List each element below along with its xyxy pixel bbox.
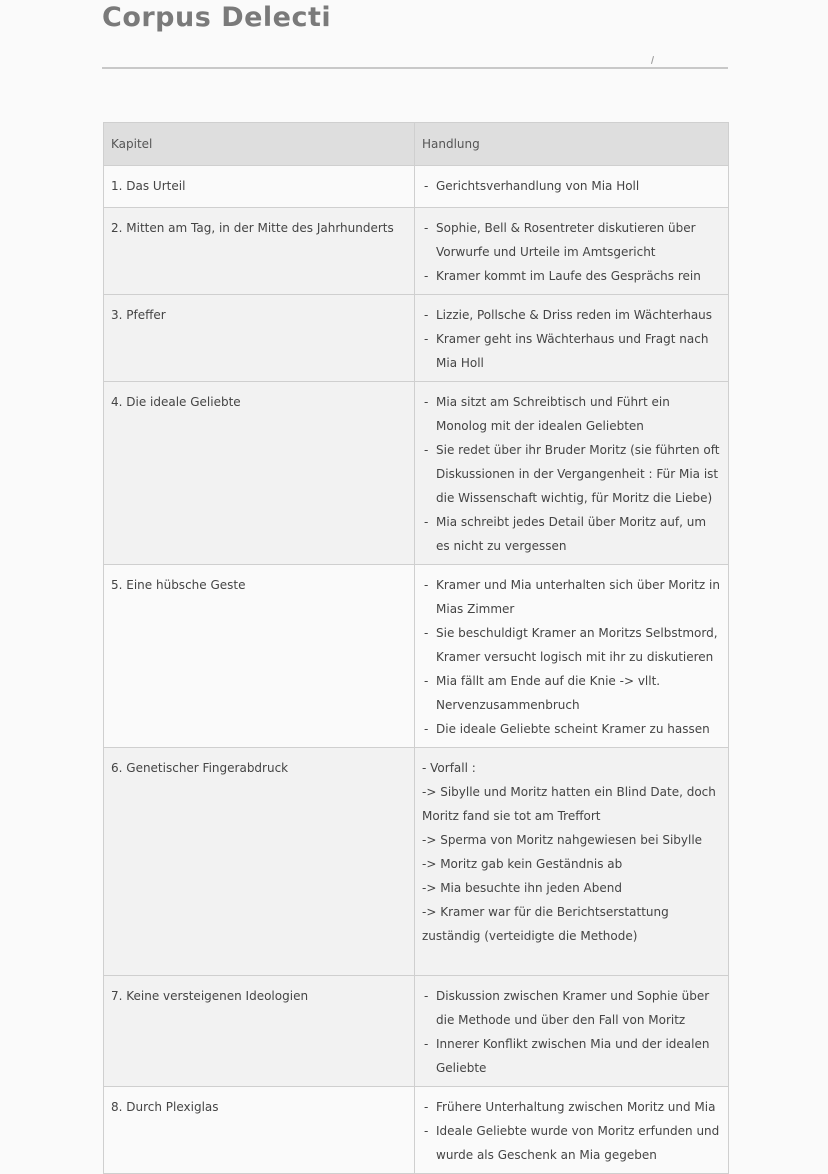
plot-cell <box>415 166 729 208</box>
plot-cell <box>415 748 729 976</box>
table-row <box>104 565 729 748</box>
table-row <box>104 748 729 976</box>
table-header-row <box>104 123 729 166</box>
plot-line: - Kramer geht ins Wächterhaus und Fragt nach Mia Holl <box>422 327 721 375</box>
plot-line: - Kramer kommt im Laufe des Gesprächs rein <box>422 264 721 288</box>
chapter-cell: 3. Pfeffer <box>104 295 415 382</box>
page-title: Corpus Delecti <box>102 2 332 33</box>
plot-line: - Mia schreibt jedes Detail über Moritz auf, um es nicht zu vergessen <box>422 510 721 558</box>
plot-line: -> Mia besuchte ihn jeden Abend <box>422 881 622 895</box>
plot-intro: - Vorfall : <box>422 761 476 775</box>
plot-line: -> Sibylle und Moritz hatten ein Blind Date, doch Moritz fand sie tot am Treffort <box>422 785 716 823</box>
table-row <box>104 166 729 208</box>
chapter-cell: 7. Keine versteigenen Ideologien <box>104 976 415 1087</box>
plot-cell <box>415 382 729 565</box>
plot-line: - Ideale Geliebte wurde von Moritz erfunden und wurde als Geschenk an Mia gegeben <box>422 1119 721 1167</box>
table-row <box>104 208 729 295</box>
stray-mark <box>651 56 654 64</box>
table-row <box>104 295 729 382</box>
chapter-cell: 1. Das Urteil <box>104 166 415 208</box>
table-row <box>104 1087 729 1174</box>
plot-line: -> Moritz gab kein Geständnis ab <box>422 857 623 871</box>
plot-line: - Frühere Unterhaltung zwischen Moritz und Mia <box>422 1095 721 1119</box>
plot-line: - Sophie, Bell & Rosentreter diskutieren über Vorwurfe und Urteile im Amtsgericht <box>422 216 721 264</box>
plot-line: - Mia sitzt am Schreibtisch und Führt ein Monolog mit der idealen Geliebten <box>422 390 721 438</box>
header-kapitel: Kapitel <box>104 123 415 166</box>
plot-cell <box>415 295 729 382</box>
plot-line: -> Sperma von Moritz nahgewiesen bei Sibylle <box>422 833 703 847</box>
plot-line: - Gerichtsverhandlung von Mia Holl <box>422 174 721 198</box>
plot-line: - Die ideale Geliebte scheint Kramer zu hassen <box>422 717 721 741</box>
plot-cell <box>415 565 729 748</box>
table-row <box>104 382 729 565</box>
plot-line: - Mia fällt am Ende auf die Knie -> vllt. Nervenzusammenbruch <box>422 669 721 717</box>
plot-line: -> Kramer war für die Berichtserstattung zuständig (verteidigte die Methode) <box>422 905 669 943</box>
plot-line: - Sie redet über ihr Bruder Moritz (sie führten oft Diskussionen in der Vergangenheit : Für Mia ist die Wissenschaft wichtig, für Moritz die Liebe) <box>422 438 721 510</box>
plot-line: - Diskussion zwischen Kramer und Sophie über die Methode und über den Fall von Moritz <box>422 984 721 1032</box>
plot-cell <box>415 976 729 1087</box>
plot-line: - Sie beschuldigt Kramer an Moritzs Selbstmord, Kramer versucht logisch mit ihr zu diskutieren <box>422 621 721 669</box>
plot-cell <box>415 208 729 295</box>
chapter-table <box>103 122 729 1174</box>
chapter-cell: 6. Genetischer Fingerabdruck <box>104 748 415 976</box>
chapter-cell: 4. Die ideale Geliebte <box>104 382 415 565</box>
plot-line: - Innerer Konflikt zwischen Mia und der idealen Geliebte <box>422 1032 721 1080</box>
title-divider <box>102 67 728 69</box>
plot-cell <box>415 1087 729 1174</box>
chapter-cell: 2. Mitten am Tag, in der Mitte des Jahrhunderts <box>104 208 415 295</box>
chapter-cell: 8. Durch Plexiglas <box>104 1087 415 1174</box>
table-row <box>104 976 729 1087</box>
plot-line: - Kramer und Mia unterhalten sich über Moritz in Mias Zimmer <box>422 573 721 621</box>
header-handlung: Handlung <box>415 123 729 166</box>
chapter-cell: 5. Eine hübsche Geste <box>104 565 415 748</box>
plot-line: - Lizzie, Pollsche & Driss reden im Wächterhaus <box>422 303 721 327</box>
